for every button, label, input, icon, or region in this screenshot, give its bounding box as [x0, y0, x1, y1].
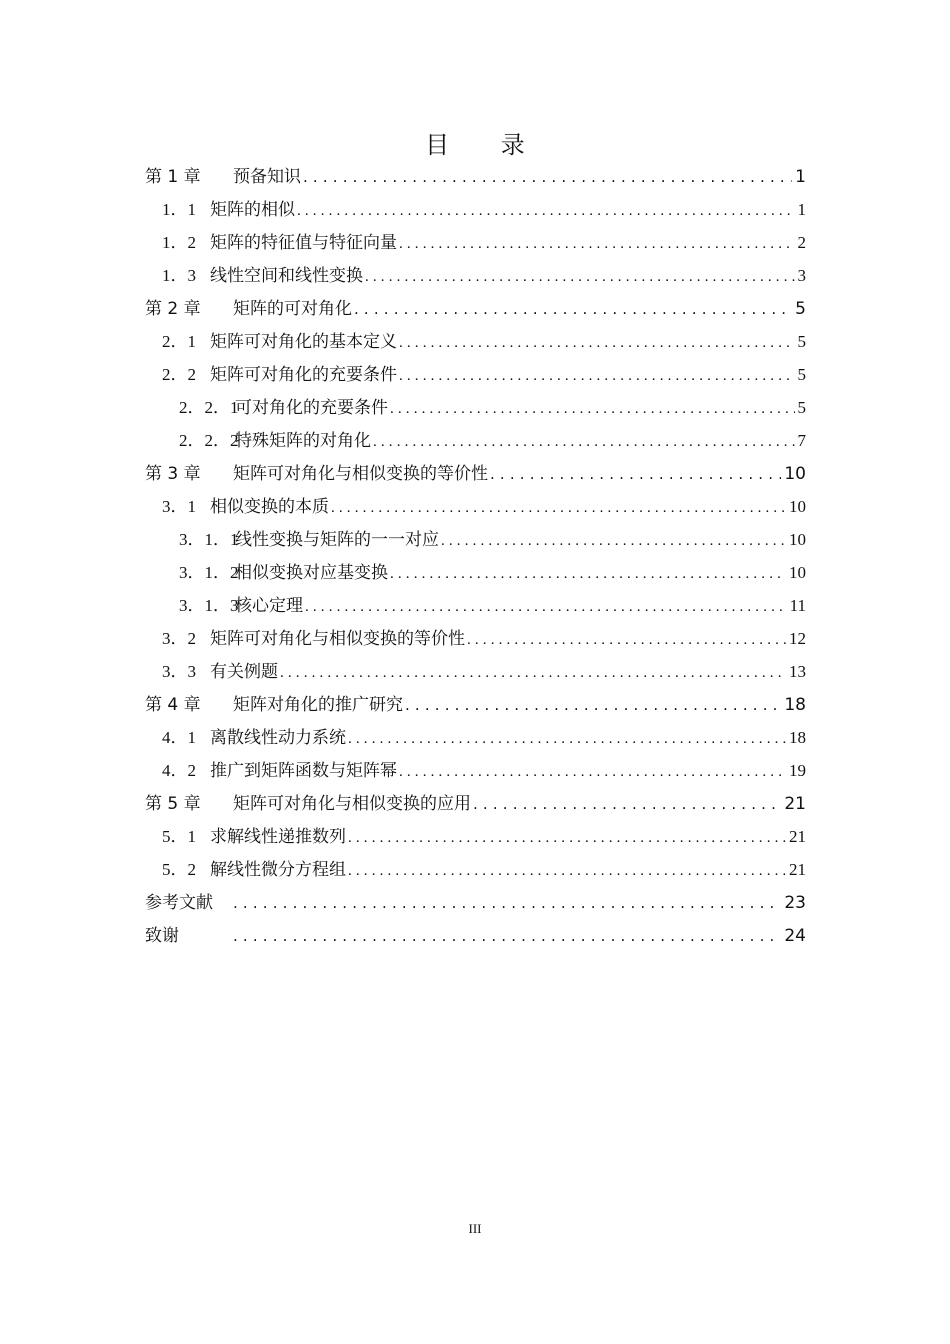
toc-entry-page: 12 — [789, 629, 806, 648]
toc-entry-title: 矩阵的可对角化 — [233, 299, 352, 319]
toc-entry-number: 2．2．2 — [179, 431, 239, 450]
toc-entry-number: 3．3 — [162, 662, 196, 681]
toc-entry-title: 矩阵可对角化与相似变换的等价性 — [233, 464, 488, 484]
toc-entry-page: 3 — [797, 266, 806, 285]
toc-entry[interactable] — [162, 822, 806, 855]
page-title: 目 录 — [425, 131, 547, 159]
dot-leader — [473, 794, 781, 814]
dot-leader — [305, 596, 787, 616]
toc-entry-number: 4．1 — [162, 728, 196, 747]
toc-entry-page: 10 — [789, 563, 806, 582]
dot-leader — [233, 926, 781, 946]
toc-entry-page: 18 — [789, 728, 806, 747]
toc-entry[interactable] — [179, 426, 806, 459]
toc-entry-page: 21 — [784, 794, 806, 814]
toc-entry[interactable] — [162, 360, 806, 393]
dot-leader — [399, 332, 795, 352]
dot-leader — [331, 497, 786, 517]
toc-entry-number: 第 3 章 — [145, 464, 201, 484]
toc-entry-title: 矩阵可对角化与相似变换的应用 — [233, 794, 471, 814]
toc-entry-number: 致谢 — [145, 926, 179, 946]
toc-entry-title: 求解线性递推数列 — [210, 827, 346, 846]
dot-leader — [280, 662, 786, 682]
toc-entry-page: 1 — [795, 167, 806, 187]
toc-entry-page: 1 — [797, 200, 806, 219]
toc-entry-page: 21 — [789, 827, 806, 846]
toc-entry-title: 矩阵可对角化与相似变换的等价性 — [210, 629, 465, 648]
dot-leader — [467, 629, 786, 649]
dot-leader — [365, 266, 795, 286]
toc-entry[interactable] — [179, 393, 806, 426]
toc-entry-page: 10 — [789, 530, 806, 549]
toc-entry-number: 1．2 — [162, 233, 196, 252]
dot-leader — [399, 365, 795, 385]
toc-entry-title: 矩阵的相似 — [210, 200, 295, 219]
page-number: III — [468, 1221, 482, 1236]
dot-leader — [390, 398, 795, 418]
toc-entry-number: 第 1 章 — [145, 167, 201, 187]
toc-entry-number: 3．2 — [162, 629, 196, 648]
toc-entry-number: 第 2 章 — [145, 299, 201, 319]
toc-entry-title: 解线性微分方程组 — [210, 860, 346, 879]
dot-leader — [233, 893, 781, 913]
toc-entry[interactable] — [145, 459, 806, 492]
toc-entry[interactable] — [145, 921, 806, 954]
toc-entry[interactable] — [179, 525, 806, 558]
toc-entry-number: 1．1 — [162, 200, 196, 219]
toc-entry-title: 核心定理 — [235, 596, 303, 615]
toc-entry[interactable] — [162, 195, 806, 228]
toc-entry-number: 3．1 — [162, 497, 196, 516]
toc-entry[interactable] — [145, 294, 806, 327]
dot-leader — [297, 200, 795, 220]
toc-entry-page: 13 — [789, 662, 806, 681]
dot-leader — [399, 761, 786, 781]
toc-entry-title: 相似变换的本质 — [210, 497, 329, 516]
toc-entry-title: 矩阵可对角化的充要条件 — [210, 365, 397, 384]
dot-leader — [405, 695, 781, 715]
toc-entry[interactable] — [145, 162, 806, 195]
toc-entry[interactable] — [162, 327, 806, 360]
toc-entry-title: 矩阵对角化的推广研究 — [233, 695, 403, 715]
toc-entry[interactable] — [162, 228, 806, 261]
toc-entry[interactable] — [162, 624, 806, 657]
toc-entry-page: 21 — [789, 860, 806, 879]
toc-entry-title: 特殊矩阵的对角化 — [235, 431, 371, 450]
toc-entry-number: 3．1．2 — [179, 563, 239, 582]
toc-entry-number: 3．1．3 — [179, 596, 239, 615]
toc-entry-page: 10 — [784, 464, 806, 484]
toc-entry-number: 5．2 — [162, 860, 196, 879]
toc-entry-page: 11 — [789, 596, 806, 615]
dot-leader — [348, 827, 786, 847]
dot-leader — [348, 728, 786, 748]
toc-entry-page: 5 — [797, 332, 806, 351]
toc-entry-title: 矩阵的特征值与特征向量 — [210, 233, 397, 252]
toc-entry-number: 参考文献 — [145, 893, 213, 913]
toc-entry-number: 5．1 — [162, 827, 196, 846]
toc-entry-page: 19 — [789, 761, 806, 780]
toc-entry-page: 10 — [789, 497, 806, 516]
toc-entry-number: 2．1 — [162, 332, 196, 351]
dot-leader — [348, 860, 786, 880]
toc-entry-title: 线性变换与矩阵的一一对应 — [235, 530, 439, 549]
dot-leader — [399, 233, 795, 253]
toc-entry-page: 2 — [797, 233, 806, 252]
toc-entry[interactable] — [145, 690, 806, 723]
dot-leader — [373, 431, 795, 451]
toc-entry-page: 18 — [784, 695, 806, 715]
toc-entry-title: 可对角化的充要条件 — [235, 398, 388, 417]
toc-entry-page: 5 — [797, 365, 806, 384]
toc-entry-number: 3．1．1 — [179, 530, 239, 549]
toc-entry[interactable] — [179, 591, 806, 624]
toc-entry[interactable] — [162, 492, 806, 525]
toc-entry-page: 24 — [784, 926, 806, 946]
toc-entry[interactable] — [162, 261, 806, 294]
toc-entry-title: 线性空间和线性变换 — [210, 266, 363, 285]
toc-entry[interactable] — [162, 657, 806, 690]
toc-entry[interactable] — [145, 888, 806, 921]
toc-entry-title: 推广到矩阵函数与矩阵幂 — [210, 761, 397, 780]
toc-entry-page: 5 — [797, 398, 806, 417]
toc-entry[interactable] — [179, 558, 806, 591]
dot-leader — [354, 299, 792, 319]
toc-entry-title: 矩阵可对角化的基本定义 — [210, 332, 397, 351]
toc-entry-number: 2．2 — [162, 365, 196, 384]
toc-entry-page: 23 — [784, 893, 806, 913]
toc-entry-title: 离散线性动力系统 — [210, 728, 346, 747]
toc-entry-number: 4．2 — [162, 761, 196, 780]
toc-entry-page: 7 — [797, 431, 806, 450]
toc-entry[interactable] — [162, 855, 806, 888]
toc-entry-title: 预备知识 — [233, 167, 301, 187]
dot-leader — [441, 530, 786, 550]
dot-leader — [390, 563, 786, 583]
dot-leader — [490, 464, 781, 484]
toc-entry-number: 第 5 章 — [145, 794, 201, 814]
dot-leader — [303, 167, 792, 187]
toc-entry-title: 有关例题 — [210, 662, 278, 681]
toc-entry-page: 5 — [795, 299, 806, 319]
toc-entry-number: 第 4 章 — [145, 695, 201, 715]
toc-entry[interactable] — [145, 789, 806, 822]
toc-entry-number: 2．2．1 — [179, 398, 239, 417]
toc-entry-title: 相似变换对应基变换 — [235, 563, 388, 582]
toc-entry[interactable] — [162, 723, 806, 756]
toc-entry-number: 1．3 — [162, 266, 196, 285]
toc-entry[interactable] — [162, 756, 806, 789]
